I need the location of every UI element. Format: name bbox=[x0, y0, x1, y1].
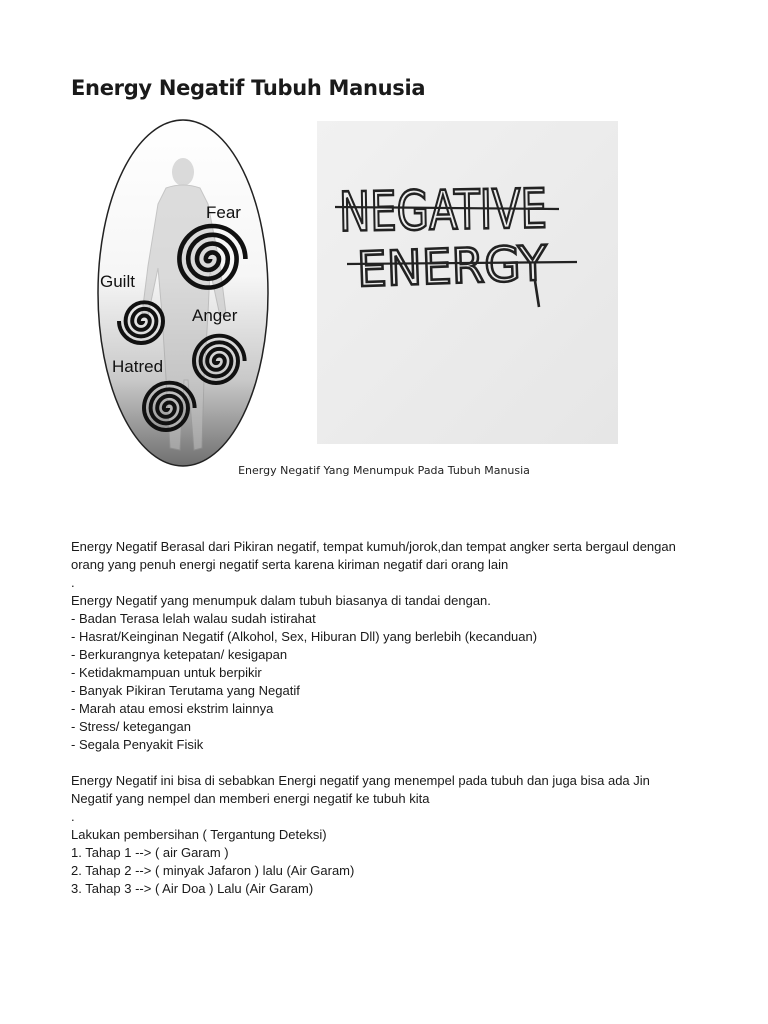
text-line: Energy Negatif Berasal dari Pikiran negatif, tempat kumuh/jorok,dan tempat angker serta bergaul dengan bbox=[71, 539, 676, 554]
aura-figure-image bbox=[96, 118, 270, 468]
list-item: - Ketidakmampuan untuk berpikir bbox=[71, 665, 262, 680]
hatred-label: Hatred bbox=[112, 357, 164, 376]
list-item: - Badan Terasa lelah walau sudah istirahat bbox=[71, 611, 316, 626]
list-item: 1. Tahap 1 --> ( air Garam ) bbox=[71, 845, 229, 860]
list-item: - Berkurangnya ketepatan/ kesigapan bbox=[71, 647, 288, 662]
list-item: - Segala Penyakit Fisik bbox=[71, 737, 204, 752]
fear-label: Fear bbox=[206, 203, 241, 222]
paragraph-gap bbox=[71, 754, 701, 772]
figure-caption bbox=[0, 464, 768, 477]
caption-text: Energy Negatif Yang Menumpuk Pada Tubuh Manusia bbox=[238, 464, 530, 477]
paragraph-1 bbox=[71, 538, 701, 754]
text-line: . bbox=[71, 575, 75, 590]
list-item: - Hasrat/Keinginan Negatif (Alkohol, Sex, Hiburan Dll) yang berlebih (kecanduan) bbox=[71, 629, 538, 644]
text-line: orang yang penuh energi negatif serta karena kiriman negatif dari orang lain bbox=[71, 557, 509, 572]
list-item: - Banyak Pikiran Terutama yang Negatif bbox=[71, 683, 300, 698]
text-line: Lakukan pembersihan ( Tergantung Deteksi) bbox=[71, 827, 327, 842]
list-item: 2. Tahap 2 --> ( minyak Jafaron ) lalu (Air Garam) bbox=[71, 863, 355, 878]
list-item: - Stress/ ketegangan bbox=[71, 719, 191, 734]
list-item: - Marah atau emosi ekstrim lainnya bbox=[71, 701, 274, 716]
list-item: 3. Tahap 3 --> ( Air Doa ) Lalu (Air Garam) bbox=[71, 881, 314, 896]
text-line: Energy Negatif yang menumpuk dalam tubuh biasanya di tandai dengan. bbox=[71, 593, 491, 608]
negative-word: NEGATIVE bbox=[338, 176, 609, 244]
negative-energy-image bbox=[317, 121, 618, 444]
article-body bbox=[71, 538, 701, 898]
text-line: Energy Negatif ini bisa di sebabkan Energi negatif yang menempel pada tubuh dan juga bisa ada Jin bbox=[71, 773, 650, 788]
paragraph-2 bbox=[71, 772, 701, 898]
text-line: . bbox=[71, 809, 75, 824]
page-title: Energy Negatif Tubuh Manusia bbox=[71, 76, 426, 100]
guilt-label: Guilt bbox=[100, 272, 135, 291]
text-line: Negatif yang nempel dan memberi energi negatif ke tubuh kita bbox=[71, 791, 430, 806]
anger-label: Anger bbox=[192, 306, 238, 325]
energy-word: ENERGY bbox=[356, 235, 552, 299]
